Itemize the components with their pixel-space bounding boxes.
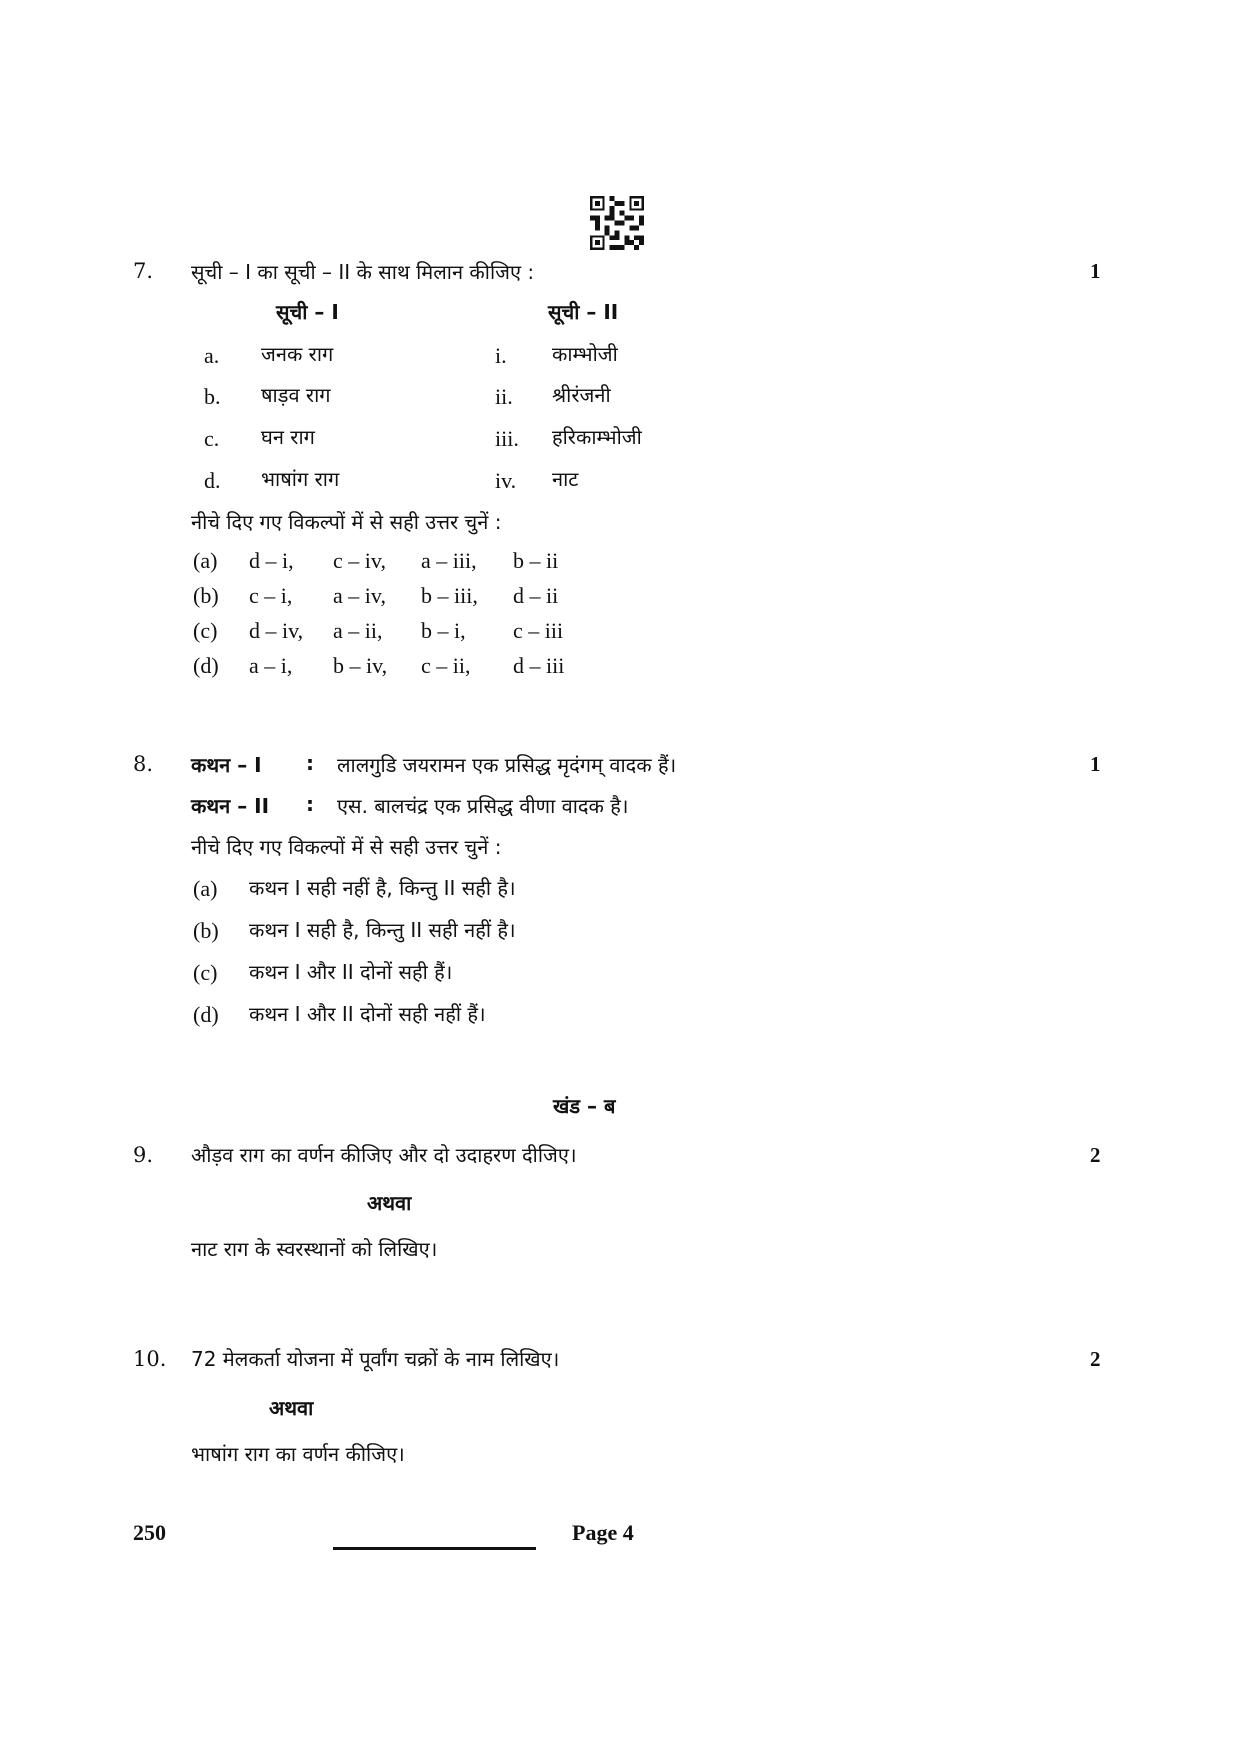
- list1-item: जनक राग: [261, 342, 334, 366]
- list1-item: घन राग: [261, 425, 315, 449]
- option-part: b – iii,: [421, 583, 478, 608]
- option-label: (c): [193, 960, 218, 985]
- statement-2-label: कथन – II: [191, 794, 270, 818]
- option-label: (b): [193, 918, 219, 943]
- option-label: (d): [193, 1002, 219, 1027]
- list2-item: नाट: [552, 467, 579, 491]
- option-label: (b): [193, 583, 219, 608]
- statement-colon: :: [306, 792, 314, 816]
- option-part: d – iv,: [249, 618, 304, 643]
- list1-item: षाड़व राग: [261, 383, 331, 407]
- option-text: कथन I सही नहीं है, किन्तु II सही है।: [249, 876, 516, 900]
- footer-code: 250: [133, 1520, 166, 1545]
- or-label: अथवा: [367, 1191, 412, 1215]
- option-part: d – ii: [513, 583, 559, 608]
- option-part: b – i,: [421, 618, 466, 643]
- option-part: b – iv,: [333, 653, 388, 678]
- question-text: 72 मेलकर्ता योजना में पूर्वांग चक्रों के नाम लिखिए।: [191, 1347, 560, 1371]
- statement-1-text: लालगुडि जयरामन एक प्रसिद्ध मृदंगम् वादक हैं।: [337, 753, 677, 777]
- instruction: नीचे दिए गए विकल्पों में से सही उत्तर चुनें :: [191, 835, 502, 859]
- statement-1-label: कथन – I: [191, 753, 262, 777]
- question-number: 8.: [133, 752, 154, 776]
- list2-item: श्रीरंजनी: [552, 383, 611, 407]
- list2-label: iv.: [495, 468, 517, 493]
- question-number: 7.: [133, 259, 154, 283]
- option-text: कथन I और II दोनों सही नहीं हैं।: [249, 1002, 486, 1026]
- list1-item: भाषांग राग: [261, 467, 340, 491]
- option-label: (a): [193, 548, 218, 573]
- list2-label: ii.: [495, 384, 513, 409]
- option-part: a – ii,: [333, 618, 383, 643]
- list2-item: हरिकाम्भोजी: [552, 425, 642, 449]
- question-number: 9.: [133, 1143, 154, 1167]
- option-part: a – i,: [249, 653, 293, 678]
- option-part: c – ii,: [421, 653, 471, 678]
- question-marks: 1: [1090, 752, 1101, 776]
- statement-2-text: एस. बालचंद्र एक प्रसिद्ध वीणा वादक है।: [337, 794, 629, 818]
- list1-header: सूची – I: [276, 300, 339, 324]
- option-label: (c): [193, 618, 218, 643]
- question-marks: 2: [1090, 1347, 1101, 1371]
- question-number: 10.: [133, 1347, 167, 1371]
- question-marks: 1: [1090, 259, 1101, 283]
- option-label: (a): [193, 876, 218, 901]
- list2-label: i.: [495, 343, 507, 368]
- option-label: (d): [193, 653, 219, 678]
- or-label: अथवा: [269, 1396, 314, 1420]
- option-text: कथन I और II दोनों सही हैं।: [249, 960, 453, 984]
- question-text: औड़व राग का वर्णन कीजिए और दो उदाहरण दीजिए।: [191, 1143, 577, 1167]
- qr-code: [590, 196, 644, 250]
- list2-label: iii.: [495, 426, 519, 451]
- list2-item: काम्भोजी: [552, 342, 618, 366]
- option-part: a – iii,: [421, 548, 477, 573]
- option-part: d – iii: [513, 653, 565, 678]
- option-part: b – ii: [513, 548, 559, 573]
- question-marks: 2: [1090, 1143, 1101, 1167]
- option-part: d – i,: [249, 548, 294, 573]
- option-text: कथन I सही है, किन्तु II सही नहीं है।: [249, 918, 516, 942]
- statement-colon: :: [306, 751, 314, 775]
- option-part: c – i,: [249, 583, 293, 608]
- footer-rule: [333, 1547, 536, 1550]
- list2-header: सूची – II: [548, 300, 619, 324]
- alternative-question: नाट राग के स्वरस्थानों को लिखिए।: [191, 1237, 438, 1261]
- question-text: सूची – I का सूची – II के साथ मिलान कीजिए :: [191, 260, 535, 284]
- section-heading: खंड – ब: [553, 1094, 616, 1118]
- footer-page-number: Page 4: [572, 1520, 634, 1545]
- list1-label: a.: [204, 343, 220, 368]
- list1-label: d.: [204, 468, 221, 493]
- option-part: c – iii: [513, 618, 564, 643]
- instruction: नीचे दिए गए विकल्पों में से सही उत्तर चुनें :: [191, 510, 502, 534]
- list1-label: b.: [204, 384, 221, 409]
- alternative-question: भाषांग राग का वर्णन कीजिए।: [191, 1442, 405, 1466]
- option-part: c – iv,: [333, 548, 386, 573]
- list1-label: c.: [204, 426, 220, 451]
- option-part: a – iv,: [333, 583, 386, 608]
